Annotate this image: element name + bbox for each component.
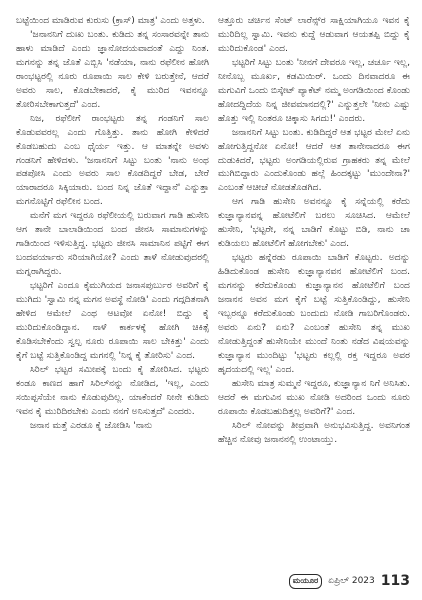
page-number: 113 — [380, 573, 410, 589]
issue-date: ಏಪ್ರಿಲ್ 2023 — [328, 576, 375, 586]
paragraph: 'ಜನಾನನಿಗೆ ದುಃಖ ಬಂತು. ಕುಡಿದು ತನ್ನ ಸಂಸಾರವನ್ನೇ ತಾನು ಹಾಳು ಮಾಡಿದೆ ಎಂದು ಜ್ಞಾನೋದಯವಾದಂತೆ ಎದ್ದು ನಿಂತ. ಮಗನನ್ನು ತನ್ನ ಜೊತೆ ಎಬ್ಬಿಸಿ 'ನಡೆಯಾ, ನಾನು ರಫೆಲೀನ ಹೋಗಿ ರಾಂಭಟ್ಟರಲ್ಲಿ ನೂರು ರೂಪಾಯಿ ಸಾಲ ಕೇಳಿ ಬರುತ್ತೇನೆ, ಆದರೆ ಅವರು ಸಾಲ, ಕೊಡಬೇಕಾದರೆ, ಕೈ ಮುರಿದ ಇವನನ್ನೂ ತೋರಿಸಬೇಕಾಗುತ್ತದೆ' ಎಂದ. — [16, 28, 209, 110]
paragraph: ಭಟ್ಟರಿಗೆ ಎಂದೂ ಕೈಮುಗಿಯದ ಜನಾಸಪುರ್ಬುರ ಅವರಿಗೆ ಕೈ ಮುಗಿದು 'ಸ್ವಾಮಿ ನನ್ನ ಮಗನ ಅವಸ್ಥೆ ನೋಡಿ' ಎಂದು ಗದ್ಗದಿತನಾಗಿ ಹೇಳಿದ ಆಮೇಲೆ ಎಂಥ ಆಟವೋ ಏನೋ! ಬಿದ್ದು ಕೈ ಮುರಿದುಕೊಂಡಿದ್ದಾನ. ನಾಳೆ ಕಾರ್ಕಳಕ್ಕೆ ಹೋಗಿ ಚಿಕಿತ್ಸೆ ಕೊಡಿಸಬೇಕೆಂದು ಸ್ವಲ್ಪ ನೂರು ರೂಪಾಯಿ ಸಾಲ ಬೇಕಿತ್ತು' ಎಂದು ಕೈಗೆ ಬಟ್ಟೆ ಸುತ್ತಿಕೊಂಡಿದ್ದ ಮಗನಲ್ಲಿ 'ನಿನ್ನ ಕೈ ತೋರಿಸು' ಎಂದ. — [16, 280, 209, 361]
paragraph: ಮನೆಗೆ ಮಗ ಇದ್ದರೂ ರಫೆಲೀಯಲ್ಲಿ ಬರುವಾಗ ಗಾಡಿ ಹುಸೇನಿ ಆಗ ತಾನೇ ಬಾಲಾಡಿಯಿಂದ ಬಂದ ಜೀನಸಿ ಸಾಮಾನುಗಳನ್ನು ಗಾಡಿಯಿಂದ ಇಳಿಸುತ್ತಿದ್ದ. ಭಟ್ಟರು ಜೀನಸಿ ಸಾಮಾನಿನ ಪಟ್ಟಿಗೆ ಈಗ ಬಂದವರ್ಯಾರು ಸರಿಯಾಗಿಯೋ? ಎಂದು ತಾಳೆ ನೋಡುವುದರಲ್ಲಿ ಮಗ್ನರಾಗಿದ್ದರು. — [16, 210, 209, 278]
paragraph: ಭಟ್ಟರು ಹನ್ನೆರಡು ರೂಪಾಯಿ ಬಾಡಿಗೆ ಕೊಟ್ಟರು. ಅದನ್ನು ಹಿಡಿದುಕೊಂಡ ಹುಸೇನಿ ಕುಜ್ಞಾನ್ಯಾನವನ ಹೋಟೆಲಿಗೆ ಬಂದ. ಮಗನನ್ನು ಕರೆದುಕೊಂಡು ಕುಜ್ಞಾನ್ಯಾನನ ಹೋಟೆಲಿಗೆ ಬಂದ ಜನಾನನ ಅವನ ಮಗ ಕೈಗೆ ಬಟ್ಟೆ ಸುತ್ತಿಕೊಂಡಿದ್ದು, ಹುಸೇನಿ ಇಬ್ಬರನ್ನೂ ಕರೆದುಕೊಂಡು ಬಂದುದು ನೋಡಿ ಗಾಬರಿಗೊಂಡರು. ಅವರು ಏನು? ಏನು? ಎಂಬಂತೆ ಹುಸೇನಿ ತನ್ನ ಮುಖ ನೋಡುತ್ತಿದ್ದಂತೆ ಹುಸೇನಿಯೇ ಮುಂದೆ ನಿಂತು ನಡೆದ ವಿಷಯವನ್ನು ಕುಜ್ಞಾನ್ಯಾನ ಮುಂದಿಟ್ಟು 'ಭಟ್ಟರು ಕಲ್ಲಲ್ಲಿ ರಕ್ತ ಇದ್ದರೂ ಅವರ ಹೃದಯದಲ್ಲಿ ಇಲ್ಲ' ಎಂದ. — [218, 252, 410, 375]
paragraph: ಆಗ ಗಾಡಿ ಹುಸೇನಿ ಅವನನ್ನೂ ಕೈ ಸನ್ನೆಯಲ್ಲಿ ಕರೆದು ಕುಜ್ಞಾನ್ಯಾನವನ್ನ ಹೋಟೆಲಿಗೆ ಬರಲು ಸೂಚಿಸಿದ. ಆಮೇಲೆ ಹುಸೇನಿ, 'ಭಟ್ಟರೇ, ನನ್ನ ಬಾಡಿಗೆ ಕೊಟ್ಟು ಬಿಡಿ, ನಾನು ಚಾ ಕುಡಿಯಲು ಹೋಟೆಲಿಗೆ ಹೋಗಬೇಕು' ಎಂದ. — [218, 196, 410, 250]
magazine-logo: ಮಯೂರ — [289, 574, 323, 589]
paragraph: ಬಟ್ಟೆಯಿಂದ ಮಾಡಿರುವ ಕುರುಸು (ಕ್ರಾಸ್) ಮಾತ್ರ' ಎಂದು ಅತ್ತಳು. — [16, 15, 205, 26]
page-footer — [228, 573, 410, 589]
paragraph: ಸಿರಿಲ್ ನೋವನ್ನು ತೀವ್ರವಾಗಿ ಅನುಭವಿಸುತ್ತಿದ್ದ. ಅವನಿಗಂತ ಹೆಚ್ಚಿನ ನೋವು ಜನಾನನಲ್ಲಿ ಉಂಟಾಯ್ತು. — [218, 419, 410, 445]
paragraph: ಸಿರಿಲ್ ಭಟ್ಟರ ಸಮೀಪಕ್ಕೆ ಬಂದು ಕೈ ತೋರಿಸಿದ. ಭಟ್ಟರು ಕಂಡೂ ಕಾಣದ ಹಾಗೆ ಸಿರಿಲ್‌ನನ್ನು ನೋಡಿದ, 'ಇಲ್ಲ, ಎಂದು ಸಯಿಪ್ಪಸೆಯೇ ನಾನು ಕೊಡುವುದಿಲ್ಲ. ಯಾಕೆಂದರೆ ನೀನೇ ಕುಡಿದು ಇವನ ಕೈ ಮುರಿದಿರಬೇಕು ಎಂದು ನನಗೆ ಅನಿಸುತ್ತದೆ' ಎಂದರು. — [16, 363, 209, 417]
paragraph: ನಿಜ, ರಫೆಲೀಗೆ ರಾಂಭಟ್ಟರು ತನ್ನ ಗಂಡನಿಗೆ ಸಾಲ ಕೊಡುವವರಲ್ಲ ಎಂದು ಗೊತ್ತಿತ್ತು. ತಾನು ಹೋಗಿ ಕೇಳಿದರೆ ಕೊಡಬಹುದು ಎಂಬ ಧೈರ್ಯ ಇತ್ತು. ಆ ಮಾತನ್ನೇ ಅವಳು ಗಂಡನಿಗೆ ಹೇಳಿದಳು. 'ಜನಾನನಿಗೆ ಸಿಟ್ಟು ಬಂತು 'ನಾನು ಅಂಥ ಪಡಪೋಸಿ ಎಂದು ಅವರು ಸಾಲ ಕೊಡದಿದ್ದರೆ ಬೇಡ, ಬೇರೆ ಯಾರಾದರೂ ಸಿಕ್ಕಿಯಾರು. ಬಂದ ನಿನ್ನ ಜೊತೆ ಇದ್ದಾನೆ' ಎನ್ನುತ್ತಾ ಮಗನೊಟ್ಟಿಗೆ ರಫೆಲೀನ ಬಂದ. — [16, 112, 209, 208]
paragraph: ಹುಸೇನಿ ಮಾತ್ರ ಸುಮ್ಮನೆ ಇದ್ದರೂ, ಕುಜ್ಞಾನ್ಯಾನ ನಿಗೆ ಅನಿಸಿತು. ಆದರೆ ಈ ಮಗುವಿನ ಮುಖ ನೋಡಿ ಅದರಿಂದ ಒಂದು ನೂರು ರೂಪಾಯಿ ಕೊಡಬಹುದಿತ್ತಲ್ಲ ಅವರಿಗೆ?' ಎಂದ. — [218, 377, 410, 417]
paragraph: ಜನಾನ ಮತ್ತೆ ಎರಡೂ ಕೈ ಜೋಡಿಸಿ 'ನಾನು — [30, 419, 153, 431]
paragraph: ಆತ್ತೂರು ಚರ್ಚಿನ ಸೆಂಟ್ ಲಾರೆನ್ಸ್‌ರ ಸಾಕ್ಷಿಯಾಗಿಯೂ ಇವನ ಕೈ ಮುರಿದಿಲ್ಲ ಸ್ವಾಮಿ. ಇವನು ಕುದ್ದೆ ಆಡುವಾಗ ಆಯತಪ್ಪಿ ಬಿದ್ದು ಕೈ ಮುರಿದುಕೊಂಡ' ಎಂದ. — [218, 15, 410, 54]
right-text-column — [218, 14, 410, 562]
paragraph: ಭಟ್ಟರಿಗೆ ಸಿಟ್ಟು ಬಂತು 'ನೀನಗೆ ದೇವರೂ ಇಲ್ಲ, ಚರ್ಚೂ ಇಲ್ಲ, ನೀನೊಬ್ಬ ಮೂರ್ಖ, ಕಡಮಿಯಿರ್. ಒಂದು ದಿನವಾದರೂ ಈ ಮಗುವಿಗೆ ಒಂದು ಬಿಸ್ಕೇಟ್ ಪ್ಯಾಕೆಟ್ ನಮ್ಮ ಅಂಗಡಿಯಿಂದ ಕೊಂಡು ಹೋದದ್ದಿದೆಯ ನಿನ್ನ ಜೀವಮಾನದಲ್ಲಿ?' ಎನ್ನುತ್ತಲೇ 'ನೀನು ಎಷ್ಟು ಹೊತ್ತು ಇಲ್ಲಿ ನಿಂತರೂ ಚಿಕ್ಕಾಸು ಸಿಗದು!' ಎಂದರು. — [218, 56, 410, 124]
paragraph: ಜನಾನನಿಗೆ ಸಿಟ್ಟು ಬಂತು. ಕುಡಿದಿದ್ದರೆ ಆತ ಭಟ್ಟರ ಮೇಲೆ ಏನು ಹೋಗುತ್ತಿದ್ದನೋ ಏನೋ! ಆದರೆ ಆತ ತಾನೇನಾದರೂ ಈಗ ದುಡುಕಿದರೆ, ಭಟ್ಟರು ಅಂಗಡಿಯಲ್ಲಿರುವ ಗ್ರಾಹಕರು ತನ್ನ ಮೇಲೆ ಮುಗಿಬಿದ್ದಾರು ಎಂದುಕೊಂಡು ಹಲ್ಲೆ ಹಿಂದಕ್ಕಟ್ಟು 'ಮುಂದೇನಾ?' ಎಂಬಂತೆ ಆಚೀಚೆ ನೋಡತೊಡಗಿದ. — [218, 126, 410, 194]
left-text-column — [16, 14, 209, 562]
